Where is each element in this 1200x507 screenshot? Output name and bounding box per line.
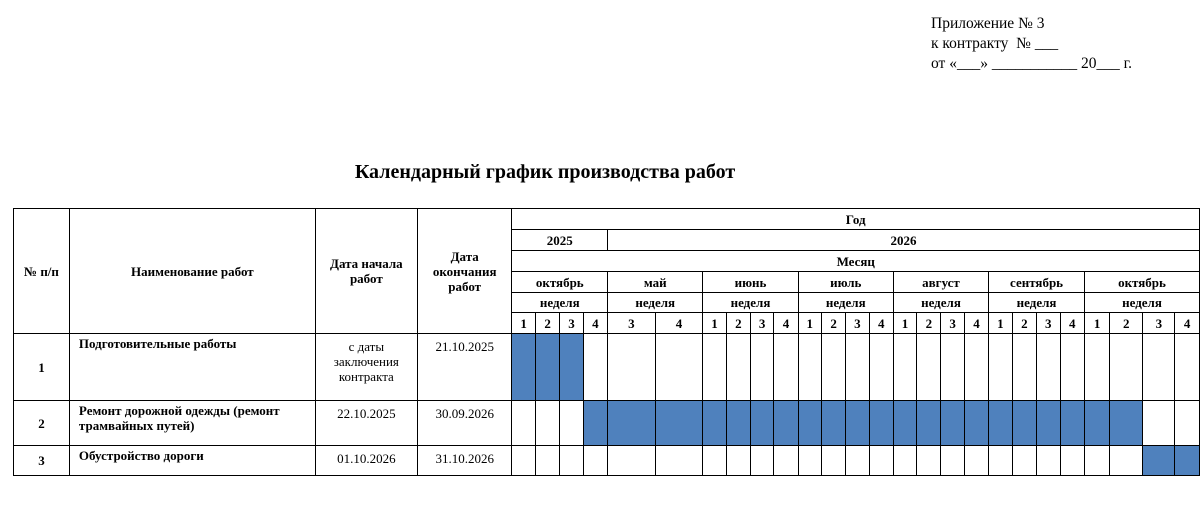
header-week-number: 1 xyxy=(1084,313,1109,334)
gantt-empty-cell xyxy=(869,446,893,476)
gantt-empty-cell xyxy=(1084,334,1109,401)
appendix-line-2: к контракту № ___ xyxy=(931,35,1059,52)
gantt-bar-cell xyxy=(1060,401,1084,446)
header-week-number: 1 xyxy=(989,313,1012,334)
gantt-empty-cell xyxy=(608,446,656,476)
header-month: август xyxy=(893,272,988,293)
gantt-empty-cell xyxy=(1037,334,1060,401)
header-start-date: Дата начала работ xyxy=(315,209,417,334)
gantt-empty-cell xyxy=(1060,334,1084,401)
appendix-line-1: Приложение № 3 xyxy=(931,15,1045,32)
task-row xyxy=(14,446,1200,476)
header-name: Наименование работ xyxy=(69,209,315,334)
header-week-number: 1 xyxy=(703,313,726,334)
gantt-bar-cell xyxy=(655,401,703,446)
gantt-bar-cell xyxy=(941,401,964,446)
task-row xyxy=(14,334,1200,401)
appendix-block xyxy=(931,14,1132,74)
gantt-empty-cell xyxy=(512,401,535,446)
header-week-number: 1 xyxy=(512,313,535,334)
gantt-bar-cell xyxy=(703,401,726,446)
gantt-empty-cell xyxy=(1012,334,1036,401)
gantt-empty-cell xyxy=(1060,446,1084,476)
appendix-line-3: от «___» ___________ 20___ г. xyxy=(931,55,1133,72)
gantt-empty-cell xyxy=(512,446,535,476)
header-year: 2026 xyxy=(608,230,1200,251)
header-week-number: 4 xyxy=(1175,313,1200,334)
gantt-empty-cell xyxy=(941,446,964,476)
header-week-number: 1 xyxy=(798,313,821,334)
header-month: июнь xyxy=(703,272,798,293)
gantt-empty-cell xyxy=(917,334,941,401)
gantt-empty-cell xyxy=(1012,446,1036,476)
gantt-empty-cell xyxy=(560,401,583,446)
gantt-bar-cell xyxy=(608,401,656,446)
gantt-empty-cell xyxy=(655,446,703,476)
gantt-bar-cell xyxy=(1012,401,1036,446)
header-week-number: 3 xyxy=(750,313,773,334)
header-row-year-title xyxy=(14,209,1200,230)
task-end-date: 31.10.2026 xyxy=(417,446,512,476)
gantt-bar-cell xyxy=(989,401,1012,446)
header-week-number: 2 xyxy=(535,313,559,334)
gantt-empty-cell xyxy=(750,334,773,401)
header-year-label: Год xyxy=(512,209,1200,230)
gantt-empty-cell xyxy=(798,446,821,476)
header-month-label: Месяц xyxy=(512,251,1200,272)
gantt-empty-cell xyxy=(583,446,607,476)
gantt-empty-cell xyxy=(535,401,559,446)
header-week-number: 3 xyxy=(941,313,964,334)
schedule-table xyxy=(13,208,1200,476)
task-num: 1 xyxy=(14,334,70,401)
header-week-number: 2 xyxy=(917,313,941,334)
header-week-title: неделя xyxy=(893,293,988,313)
gantt-empty-cell xyxy=(703,446,726,476)
header-month: июль xyxy=(798,272,893,293)
gantt-bar-cell xyxy=(750,401,773,446)
gantt-bar-cell xyxy=(869,401,893,446)
task-start-date: 22.10.2025 xyxy=(315,401,417,446)
gantt-empty-cell xyxy=(655,334,703,401)
header-week-number: 3 xyxy=(846,313,869,334)
gantt-bar-cell xyxy=(893,401,916,446)
gantt-bar-cell xyxy=(846,401,869,446)
gantt-bar-cell xyxy=(512,334,535,401)
gantt-empty-cell xyxy=(821,334,845,401)
gantt-bar-cell xyxy=(1110,401,1143,446)
header-week-number: 4 xyxy=(964,313,988,334)
gantt-empty-cell xyxy=(726,334,750,401)
task-name: Подготовительные работы xyxy=(69,334,315,401)
gantt-empty-cell xyxy=(1143,401,1175,446)
gantt-bar-cell xyxy=(560,334,583,401)
gantt-empty-cell xyxy=(821,446,845,476)
task-name: Обустройство дороги xyxy=(69,446,315,476)
gantt-empty-cell xyxy=(535,446,559,476)
gantt-bar-cell xyxy=(964,401,988,446)
header-week-number: 4 xyxy=(583,313,607,334)
header-week-number: 4 xyxy=(774,313,798,334)
gantt-empty-cell xyxy=(774,334,798,401)
gantt-empty-cell xyxy=(560,446,583,476)
header-week-number: 1 xyxy=(893,313,916,334)
header-month: сентябрь xyxy=(989,272,1085,293)
task-num: 2 xyxy=(14,401,70,446)
header-week-title: неделя xyxy=(798,293,893,313)
header-week-number: 2 xyxy=(1012,313,1036,334)
gantt-empty-cell xyxy=(703,334,726,401)
task-row xyxy=(14,401,1200,446)
gantt-bar-cell xyxy=(535,334,559,401)
gantt-bar-cell xyxy=(1175,446,1200,476)
header-month: май xyxy=(608,272,703,293)
task-start-date: 01.10.2026 xyxy=(315,446,417,476)
task-start-date: с даты заключения контракта xyxy=(315,334,417,401)
document-title: Календарный график производства работ xyxy=(354,161,736,183)
header-week-title: неделя xyxy=(608,293,703,313)
gantt-empty-cell xyxy=(798,334,821,401)
header-end-date: Дата окончания работ xyxy=(417,209,512,334)
gantt-empty-cell xyxy=(608,334,656,401)
header-week-number: 4 xyxy=(1060,313,1084,334)
gantt-empty-cell xyxy=(893,446,916,476)
gantt-bar-cell xyxy=(917,401,941,446)
header-week-number: 3 xyxy=(608,313,656,334)
header-year: 2025 xyxy=(512,230,608,251)
gantt-empty-cell xyxy=(726,446,750,476)
gantt-empty-cell xyxy=(846,334,869,401)
header-week-number: 2 xyxy=(726,313,750,334)
header-week-number: 3 xyxy=(1143,313,1175,334)
header-week-number: 2 xyxy=(1110,313,1143,334)
gantt-empty-cell xyxy=(1110,334,1143,401)
gantt-empty-cell xyxy=(964,334,988,401)
header-week-title: неделя xyxy=(703,293,798,313)
gantt-empty-cell xyxy=(1175,401,1200,446)
gantt-empty-cell xyxy=(750,446,773,476)
gantt-empty-cell xyxy=(1110,446,1143,476)
gantt-empty-cell xyxy=(869,334,893,401)
gantt-empty-cell xyxy=(989,334,1012,401)
gantt-bar-cell xyxy=(1143,446,1175,476)
gantt-empty-cell xyxy=(846,446,869,476)
header-num: № п/п xyxy=(14,209,70,334)
gantt-empty-cell xyxy=(1175,334,1200,401)
header-week-title: неделя xyxy=(989,293,1085,313)
gantt-bar-cell xyxy=(1084,401,1109,446)
gantt-empty-cell xyxy=(893,334,916,401)
gantt-empty-cell xyxy=(1143,334,1175,401)
gantt-empty-cell xyxy=(774,446,798,476)
gantt-empty-cell xyxy=(989,446,1012,476)
gantt-bar-cell xyxy=(821,401,845,446)
header-week-number: 4 xyxy=(869,313,893,334)
header-week-title: неделя xyxy=(512,293,608,313)
header-week-title: неделя xyxy=(1084,293,1199,313)
task-num: 3 xyxy=(14,446,70,476)
gantt-bar-cell xyxy=(726,401,750,446)
header-week-number: 3 xyxy=(1037,313,1060,334)
gantt-empty-cell xyxy=(1037,446,1060,476)
gantt-empty-cell xyxy=(917,446,941,476)
task-end-date: 21.10.2025 xyxy=(417,334,512,401)
gantt-empty-cell xyxy=(1084,446,1109,476)
gantt-empty-cell xyxy=(964,446,988,476)
header-week-number: 2 xyxy=(821,313,845,334)
header-month: октябрь xyxy=(512,272,608,293)
gantt-bar-cell xyxy=(583,401,607,446)
gantt-empty-cell xyxy=(941,334,964,401)
header-week-number: 3 xyxy=(560,313,583,334)
gantt-bar-cell xyxy=(774,401,798,446)
header-week-number: 4 xyxy=(655,313,703,334)
gantt-empty-cell xyxy=(583,334,607,401)
gantt-bar-cell xyxy=(1037,401,1060,446)
gantt-bar-cell xyxy=(798,401,821,446)
task-end-date: 30.09.2026 xyxy=(417,401,512,446)
header-month: октябрь xyxy=(1084,272,1199,293)
task-name: Ремонт дорожной одежды (ремонт трамвайных путей) xyxy=(69,401,315,446)
